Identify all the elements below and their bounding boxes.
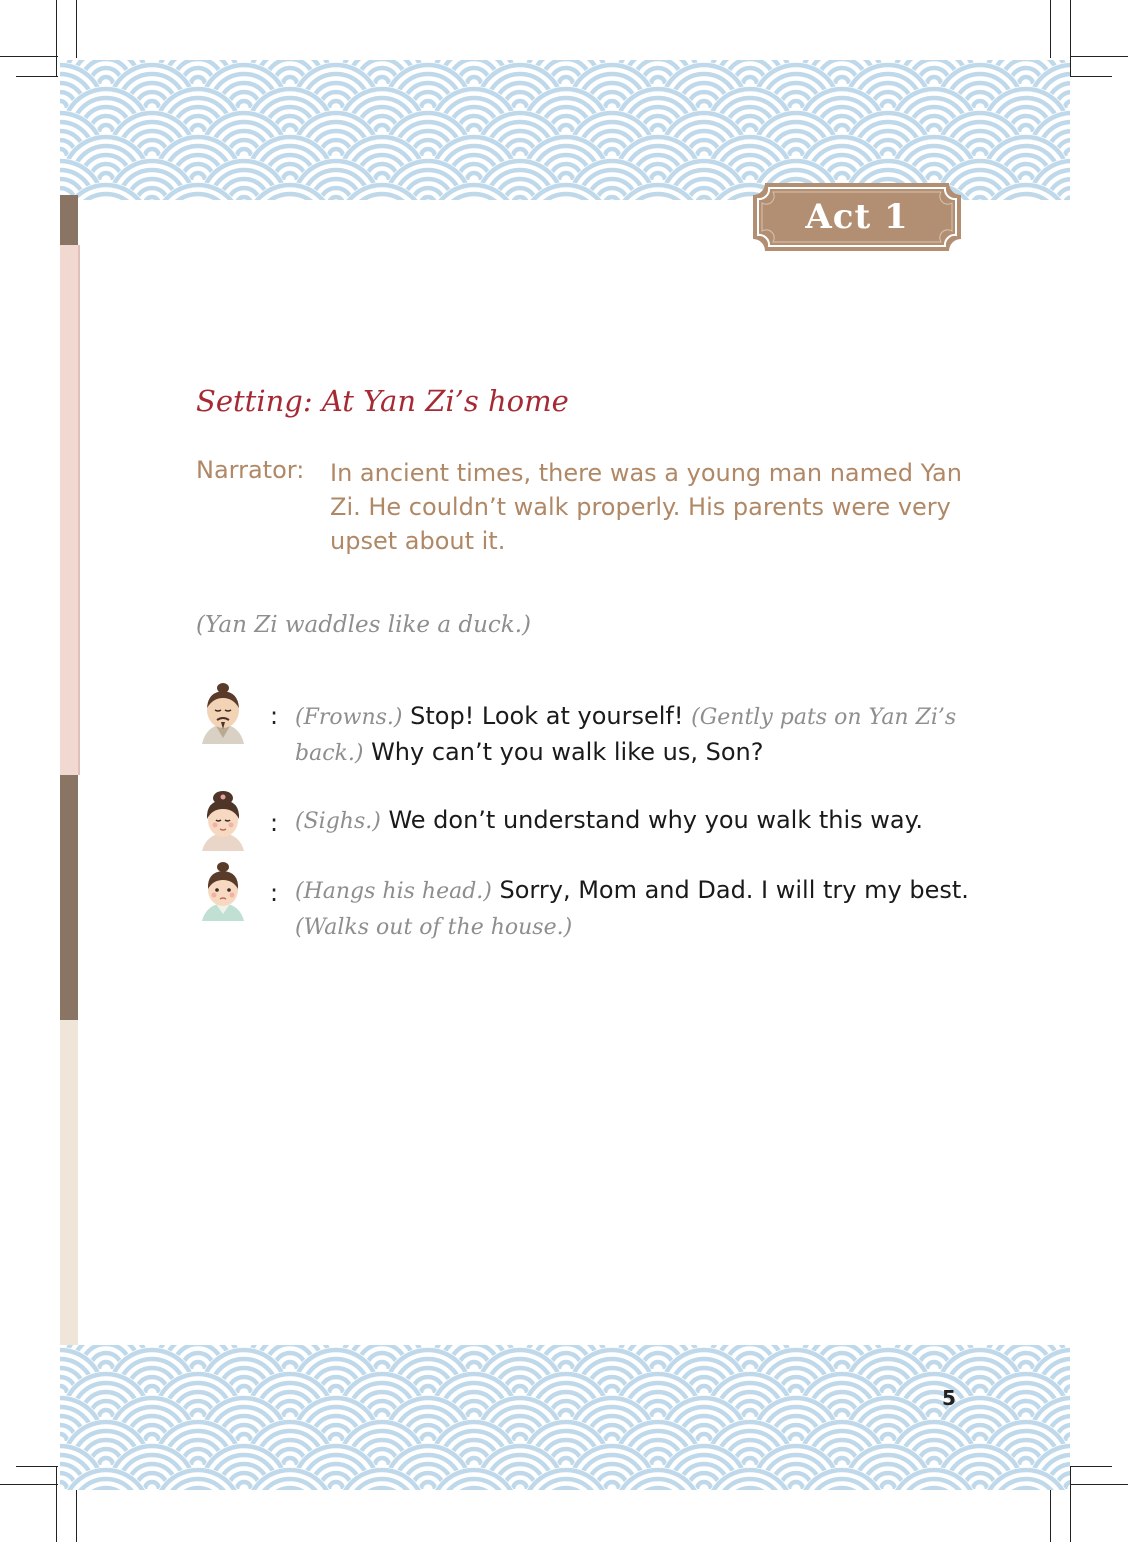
speech-text: We don’t understand why you walk this way.	[380, 806, 924, 834]
dialogue-speech	[295, 873, 975, 945]
crop-mark	[16, 1466, 58, 1467]
page-number: 5	[942, 1386, 956, 1410]
crop-mark	[1070, 76, 1112, 77]
speech-text: Sorry, Mom and Dad. I will try my best.	[491, 876, 969, 904]
crop-mark	[1050, 1484, 1051, 1542]
speech-text: Why can’t you walk like us, Son?	[363, 738, 764, 766]
crop-mark	[1070, 1466, 1071, 1542]
father-avatar-icon	[196, 682, 250, 744]
act-badge	[753, 183, 961, 251]
stage-direction-inline: (Frowns.)	[295, 705, 403, 730]
crop-mark	[1070, 1466, 1112, 1467]
crop-mark	[1050, 0, 1051, 58]
dialogue-speech	[295, 803, 975, 839]
stage-direction-inline: (Hangs his head.)	[295, 879, 492, 904]
crop-mark	[16, 76, 58, 77]
dialogue-speech	[295, 699, 975, 771]
stage-direction-inline: (Gently pats on Yan Zi’s back.)	[295, 705, 957, 766]
spine-decoration	[60, 195, 78, 245]
dialogue-colon: :	[270, 809, 279, 837]
crop-mark	[56, 0, 57, 76]
crop-mark	[1070, 1484, 1128, 1485]
crop-mark	[56, 1466, 57, 1542]
narrator-text: In ancient times, there was a young man named Yan Zi. He couldn’t walk properly. His parents were very upset about it.	[330, 459, 962, 555]
wave-pattern-top	[60, 60, 1070, 200]
mother-avatar-icon	[196, 789, 250, 851]
crop-mark	[76, 1484, 77, 1542]
stage-direction: (Yan Zi waddles like a duck.)	[196, 612, 532, 638]
stage-direction-inline: (Walks out of the house.)	[295, 915, 573, 940]
setting-heading: Setting: At Yan Zi’s home	[196, 384, 569, 418]
crop-mark	[1070, 0, 1071, 76]
dialogue-colon: :	[270, 702, 279, 730]
crop-mark	[1070, 56, 1128, 57]
narrator-label: Narrator:	[196, 456, 305, 484]
spine-decoration	[60, 775, 78, 1020]
crop-mark	[76, 0, 77, 58]
act-title: Act 1	[805, 197, 909, 237]
stage-direction-inline: (Sighs.)	[295, 809, 381, 834]
dialogue-colon: :	[270, 879, 279, 907]
crop-mark	[0, 1484, 58, 1485]
crop-mark	[0, 56, 58, 57]
yan-zi-avatar-icon	[196, 859, 250, 921]
wave-pattern-bottom	[60, 1345, 1070, 1490]
spine-decoration	[60, 1020, 78, 1345]
speech-text: Stop! Look at yourself!	[402, 702, 692, 730]
spine-decoration	[60, 245, 80, 775]
